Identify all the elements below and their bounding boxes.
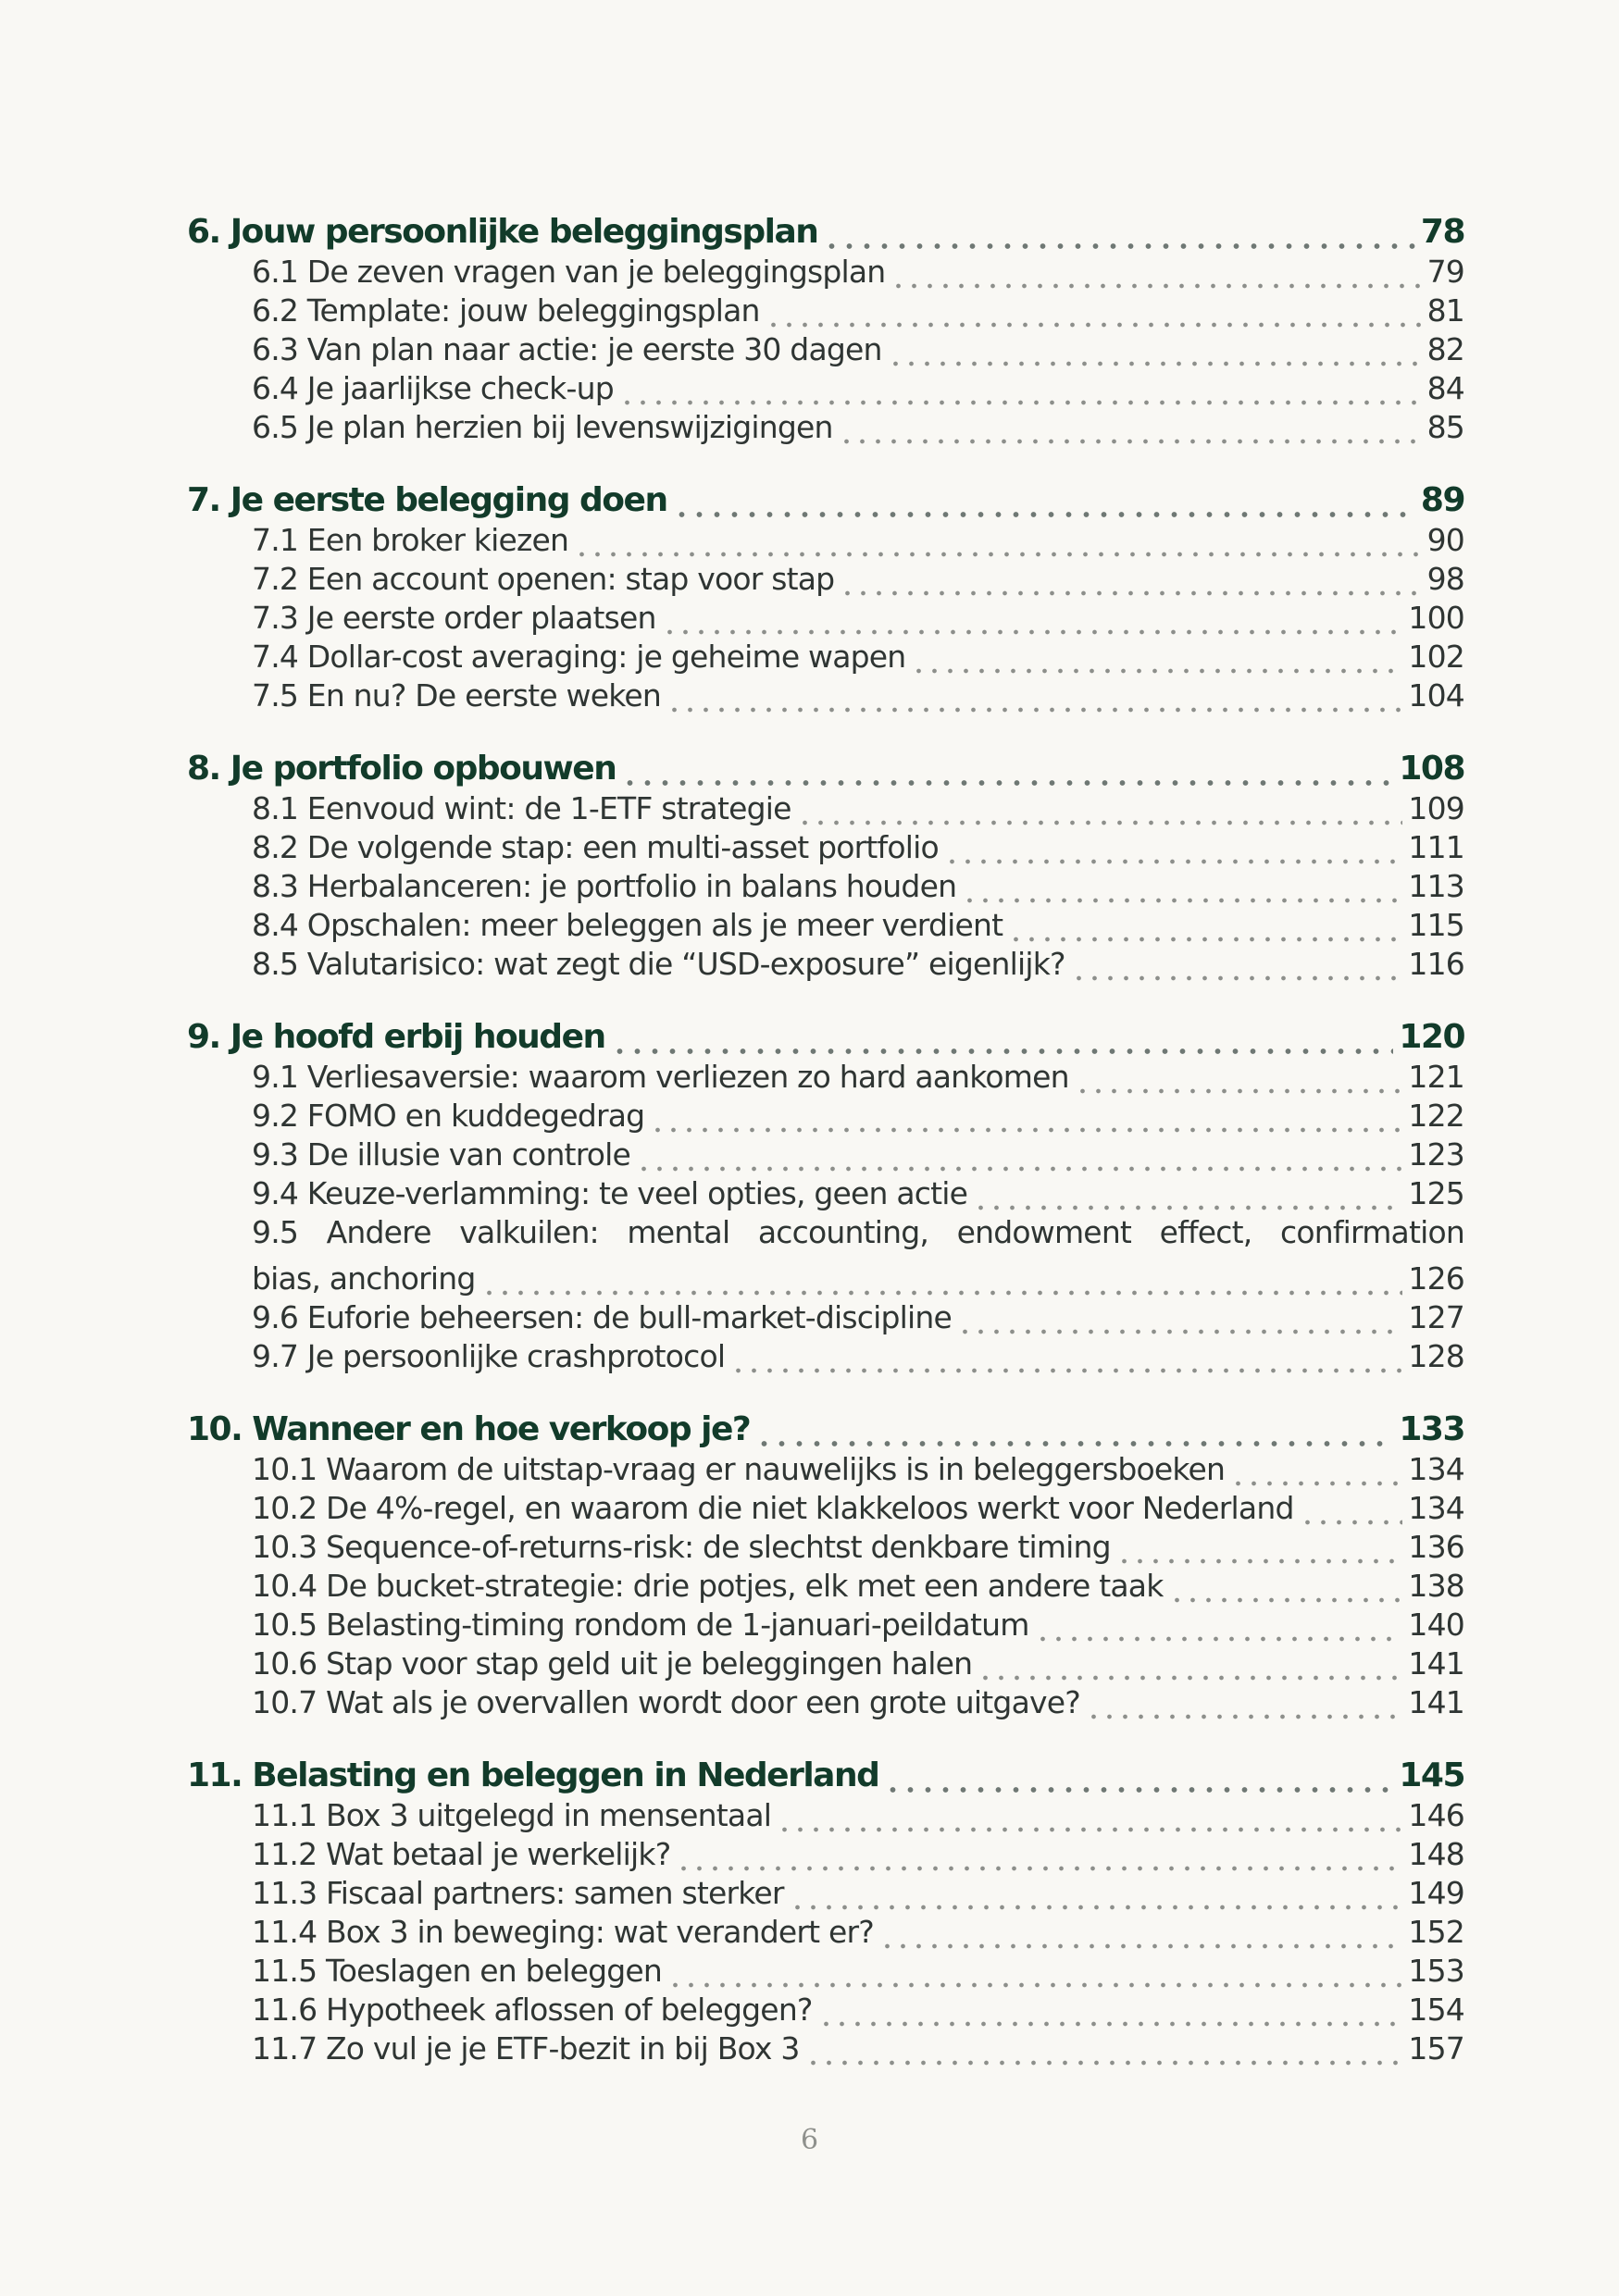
chapter-title: 7. Je eerste belegging doen	[187, 481, 667, 519]
chapter-heading[interactable]	[187, 1756, 1464, 1797]
toc-entry[interactable]	[187, 1136, 1464, 1175]
toc-entry-title: 11.6 Hypotheek aflossen of beleggen?	[252, 1992, 813, 2028]
toc-entry-title: 9.6 Euforie beheersen: de bull-market-discipline	[252, 1299, 953, 1335]
dot-leader	[1035, 1607, 1403, 1645]
toc-entry-page-number: 126	[1408, 1260, 1464, 1297]
toc-entry[interactable]	[187, 1529, 1464, 1568]
chapter-page-number: 89	[1420, 481, 1464, 519]
toc-entry-page-number: 122	[1408, 1098, 1464, 1134]
toc-entry-title: 9.2 FOMO en kuddegedrag	[252, 1098, 645, 1134]
chapter-title: 10. Wanneer en hoe verkoop je?	[187, 1410, 751, 1448]
toc-entry-title: 10.5 Belasting-timing rondom de 1-januari-peildatum	[252, 1607, 1029, 1643]
dot-leader	[888, 331, 1422, 370]
toc-entry-page-number: 115	[1408, 907, 1464, 943]
dot-leader	[666, 677, 1402, 716]
toc-chapter	[187, 1410, 1464, 1723]
toc-entry[interactable]	[187, 1684, 1464, 1723]
toc-entry-page-number: 128	[1408, 1338, 1464, 1374]
dot-leader	[1300, 1490, 1403, 1529]
toc-entry-page-number: 138	[1408, 1568, 1464, 1604]
toc-entry[interactable]	[187, 639, 1464, 677]
toc-entry-page-number: 85	[1426, 409, 1464, 445]
toc-entry[interactable]	[187, 331, 1464, 370]
toc-entry[interactable]	[187, 1953, 1464, 1992]
toc-entry-title: 10.2 De 4%-regel, en waarom die niet klakkeloos werkt voor Nederland	[252, 1490, 1294, 1526]
dot-leader	[818, 1992, 1403, 2030]
toc-entry[interactable]	[187, 1568, 1464, 1607]
chapter-title: 11. Belasting en beleggen in Nederland	[187, 1756, 879, 1794]
toc-entry[interactable]	[187, 409, 1464, 448]
toc-entry-title: 10.1 Waarom de uitstap-vraag er nauwelijks is in beleggersboeken	[252, 1451, 1226, 1487]
dot-leader	[1230, 1451, 1402, 1490]
dot-leader	[911, 639, 1402, 677]
chapter-heading[interactable]	[187, 1410, 1464, 1451]
toc-entry-page-number: 157	[1408, 2030, 1464, 2066]
toc-entry-title: bias, anchoring	[252, 1260, 476, 1297]
dot-leader	[1008, 907, 1402, 946]
toc-entry-page-number: 154	[1408, 1992, 1464, 2028]
toc-entry-page-number: 134	[1408, 1490, 1464, 1526]
toc-entry-title: 9.4 Keuze-verlamming: te veel opties, geen actie	[252, 1175, 968, 1211]
toc-entry[interactable]	[187, 1490, 1464, 1529]
toc-entry-page-number: 102	[1408, 639, 1464, 675]
toc-entry-page-number: 148	[1408, 1836, 1464, 1872]
dot-leader	[797, 790, 1403, 829]
toc-entry[interactable]	[187, 522, 1464, 561]
toc-entry-line[interactable]: 9.5 Andere valkuilen: mental accounting, endowment effect, confirmation	[252, 1214, 1464, 1250]
toc-entry-title: 7.3 Je eerste order plaatsen	[252, 600, 656, 636]
dot-leader	[481, 1260, 1403, 1299]
chapter-heading[interactable]	[187, 213, 1464, 254]
dot-leader	[777, 1797, 1402, 1836]
toc-entry[interactable]	[187, 1098, 1464, 1136]
toc-entry-page-number: 116	[1408, 946, 1464, 982]
dot-leader	[839, 409, 1422, 448]
toc-entry[interactable]	[187, 1175, 1464, 1214]
toc-entry-title: 7.4 Dollar-cost averaging: je geheime wapen	[252, 639, 906, 675]
toc-entry-page-number: 100	[1408, 600, 1464, 636]
dot-leader	[957, 1299, 1402, 1338]
dot-leader	[973, 1175, 1402, 1214]
toc-chapter	[187, 1756, 1464, 2069]
dot-leader	[805, 2030, 1403, 2069]
dot-leader	[673, 481, 1415, 522]
dot-leader	[730, 1338, 1402, 1377]
toc-entry[interactable]	[187, 677, 1464, 716]
page-number: 6	[800, 2124, 819, 2156]
toc-entry-title: 11.3 Fiscaal partners: samen sterker	[252, 1875, 784, 1911]
chapter-heading[interactable]	[187, 1018, 1464, 1059]
dot-leader	[1169, 1568, 1403, 1607]
toc-entry-title: 6.2 Template: jouw beleggingsplan	[252, 292, 760, 329]
toc-chapter	[187, 481, 1464, 716]
toc-entry[interactable]	[187, 561, 1464, 600]
toc-entry[interactable]	[187, 2030, 1464, 2069]
toc-entry[interactable]	[187, 946, 1464, 985]
toc-entry-page-number: 146	[1408, 1797, 1464, 1833]
toc-entry-page-number: 79	[1426, 254, 1464, 290]
toc-entry-title: 11.2 Wat betaal je werkelijk?	[252, 1836, 671, 1872]
dot-leader	[890, 254, 1421, 292]
dot-leader	[636, 1136, 1402, 1175]
toc-entry-title: 7.2 Een account openen: stap voor stap	[252, 561, 835, 597]
toc-entry[interactable]	[187, 1451, 1464, 1490]
toc-entry-title: 8.1 Eenvoud wint: de 1-ETF strategie	[252, 790, 791, 826]
toc-entry[interactable]	[187, 1645, 1464, 1684]
toc-entry-title: 9.7 Je persoonlijke crashprotocol	[252, 1338, 726, 1374]
dot-leader	[944, 829, 1403, 868]
toc-entry-title: 7.5 En nu? De eerste weken	[252, 677, 662, 714]
dot-leader	[650, 1098, 1402, 1136]
dot-leader	[823, 213, 1415, 254]
toc-entry-title: 10.4 De bucket-strategie: drie potjes, elk met een andere taak	[252, 1568, 1164, 1604]
dot-leader	[676, 1836, 1402, 1875]
chapter-title: 6. Jouw persoonlijke beleggingsplan	[187, 213, 818, 251]
toc-entry[interactable]	[187, 868, 1464, 907]
toc-entry-page-number: 84	[1426, 370, 1464, 406]
toc-entry-title: 11.1 Box 3 uitgelegd in mensentaal	[252, 1797, 772, 1833]
toc-entry-title: 6.1 De zeven vragen van je beleggingsplan	[252, 254, 886, 290]
toc-entry-page-number: 141	[1408, 1645, 1464, 1682]
toc-entry[interactable]	[187, 1797, 1464, 1836]
toc-entry-title: 11.5 Toeslagen en beleggen	[252, 1953, 662, 1989]
dot-leader	[619, 370, 1422, 409]
toc-entry[interactable]	[187, 907, 1464, 946]
chapter-title: 9. Je hoofd erbij houden	[187, 1018, 605, 1056]
dot-leader	[840, 561, 1421, 600]
dot-leader	[574, 522, 1421, 561]
dot-leader	[962, 868, 1402, 907]
dot-leader	[611, 1018, 1394, 1059]
toc-entry-page-number: 113	[1408, 868, 1464, 904]
chapter-heading[interactable]	[187, 481, 1464, 522]
toc-entry-title: 8.5 Valutarisico: wat zegt die “USD-exposure” eigenlijk?	[252, 946, 1065, 982]
toc-entry-title: 6.4 Je jaarlijkse check-up	[252, 370, 614, 406]
toc-entry[interactable]	[187, 1299, 1464, 1338]
toc-chapter	[187, 1018, 1464, 1377]
toc-entry-title: 8.4 Opschalen: meer beleggen als je meer verdient	[252, 907, 1003, 943]
dot-leader	[766, 292, 1422, 331]
toc-entry-page-number: 141	[1408, 1684, 1464, 1720]
toc-chapter	[187, 213, 1464, 448]
toc-entry-title: 7.1 Een broker kiezen	[252, 522, 569, 558]
chapter-page-number: 145	[1399, 1756, 1464, 1794]
chapter-heading[interactable]	[187, 750, 1464, 790]
toc-entry[interactable]	[187, 1607, 1464, 1645]
toc-entry[interactable]	[187, 254, 1464, 292]
toc-entry-page-number: 121	[1408, 1059, 1464, 1095]
toc-entry[interactable]	[187, 370, 1464, 409]
dot-leader	[1086, 1684, 1402, 1723]
dot-leader	[621, 750, 1393, 790]
toc-entry-page-number: 109	[1408, 790, 1464, 826]
chapter-page-number: 120	[1399, 1018, 1464, 1056]
dot-leader	[1116, 1529, 1403, 1568]
toc-chapter	[187, 750, 1464, 985]
toc-entry-page-number: 123	[1408, 1136, 1464, 1173]
toc-entry-page-number: 136	[1408, 1529, 1464, 1565]
toc-entry-page-number: 153	[1408, 1953, 1464, 1989]
toc-entry-title: 9.3 De illusie van controle	[252, 1136, 630, 1173]
toc-entry[interactable]	[187, 292, 1464, 331]
toc-entry-title: 6.5 Je plan herzien bij levenswijzigingen	[252, 409, 833, 445]
toc-entry-page-number: 111	[1408, 829, 1464, 865]
toc-entry-title: 10.6 Stap voor stap geld uit je beleggingen halen	[252, 1645, 973, 1682]
dot-leader	[790, 1875, 1403, 1914]
toc-entry-title: 11.7 Zo vul je je ETF-bezit in bij Box 3	[252, 2030, 800, 2066]
dot-leader	[1071, 946, 1403, 985]
toc-entry-title: 8.2 De volgende stap: een multi-asset portfolio	[252, 829, 939, 865]
toc-entry[interactable]	[187, 1836, 1464, 1875]
dot-leader	[884, 1756, 1393, 1797]
toc-entry-title: 6.3 Van plan naar actie: je eerste 30 dagen	[252, 331, 882, 367]
toc-entry-title: 10.3 Sequence-of-returns-risk: de slechtst denkbare timing	[252, 1529, 1111, 1565]
dot-leader	[667, 1953, 1402, 1992]
toc-entry-page-number: 127	[1408, 1299, 1464, 1335]
dot-leader	[662, 600, 1403, 639]
chapter-title: 8. Je portfolio opbouwen	[187, 750, 616, 788]
toc-entry[interactable]	[187, 600, 1464, 639]
toc-entry-page-number: 82	[1426, 331, 1464, 367]
toc-entry-page-number: 140	[1408, 1607, 1464, 1643]
toc-entry[interactable]	[187, 790, 1464, 829]
toc-entry-page-number: 98	[1426, 561, 1464, 597]
toc-entry[interactable]	[187, 1338, 1464, 1377]
chapter-page-number: 133	[1399, 1410, 1464, 1448]
toc-entry-page-number: 125	[1408, 1175, 1464, 1211]
chapter-page-number: 108	[1399, 750, 1464, 788]
toc-entry-page-number: 152	[1408, 1914, 1464, 1950]
toc-entry-page-number: 104	[1408, 677, 1464, 714]
toc-entry[interactable]	[187, 1914, 1464, 1953]
dot-leader	[755, 1410, 1393, 1451]
toc-entry-title: 8.3 Herbalanceren: je portfolio in balans houden	[252, 868, 957, 904]
dot-leader	[1075, 1059, 1403, 1098]
toc-entry[interactable]	[187, 1992, 1464, 2030]
toc-entry-page-number: 81	[1426, 292, 1464, 329]
table-of-contents	[187, 213, 1464, 2103]
toc-entry-title: 10.7 Wat als je overvallen wordt door een grote uitgave?	[252, 1684, 1080, 1720]
toc-entry-continuation[interactable]	[187, 1260, 1464, 1299]
toc-entry[interactable]	[187, 829, 1464, 868]
toc-entry-title: 9.1 Verliesaversie: waarom verliezen zo hard aankomen	[252, 1059, 1069, 1095]
toc-entry-page-number: 134	[1408, 1451, 1464, 1487]
dot-leader	[978, 1645, 1402, 1684]
dot-leader	[879, 1914, 1402, 1953]
toc-entry-page-number: 90	[1426, 522, 1464, 558]
toc-entry-page-number: 149	[1408, 1875, 1464, 1911]
chapter-page-number: 78	[1420, 213, 1464, 251]
toc-entry[interactable]	[187, 1875, 1464, 1914]
toc-entry[interactable]	[187, 1059, 1464, 1098]
toc-entry-title: 11.4 Box 3 in beweging: wat verandert er?	[252, 1914, 874, 1950]
